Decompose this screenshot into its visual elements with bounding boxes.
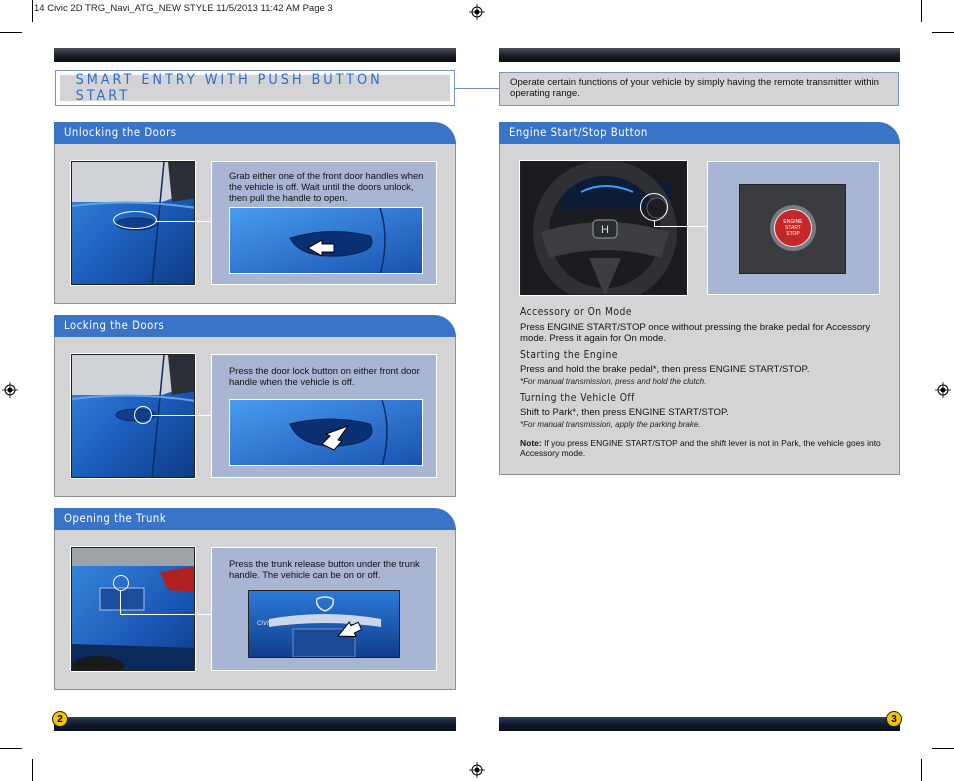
handle-highlight-circle [113,211,157,229]
accessory-text: Press ENGINE START/STOP once without pressing the brake pedal for Accessory mode. Press it again for On mode. [520,322,871,344]
start-button-closeup [739,184,846,274]
locking-info-box [211,354,437,478]
trunk-info-box [211,547,437,671]
turning-off-heading: Turning the Vehicle Off [520,392,635,404]
callout-line [152,415,212,416]
note-text: If you press ENGINE START/STOP and the shift lever is not in Park, the vehicle goes into Accessory mode. [520,438,881,458]
starting-heading: Starting the Engine [520,349,618,361]
lock-button-highlight-circle [134,406,152,424]
engine-tab [499,122,900,144]
callout-line [120,591,121,614]
locking-text: Press the door lock button on either front door handle when the vehicle is off. [229,365,420,387]
crop-mark [0,32,22,33]
header-bar-left [54,48,456,62]
footer-bar-left [54,717,456,731]
dashboard-photo [520,161,687,295]
trunk-text: Press the trunk release button under the trunk handle. The vehicle can be on or off. [229,558,420,580]
callout-line [155,221,212,222]
trunk-button-highlight-circle [113,575,129,591]
button-label-line: STOP [786,231,800,237]
civic-badge: CIVIC [257,621,274,627]
locking-heading: Locking the Doors [64,318,165,332]
crop-mark [921,0,922,22]
button-label-line: START [785,225,801,231]
registration-mark-icon [469,762,485,778]
registration-mark-icon [935,382,951,398]
turning-off-text: Shift to Park*, then press ENGINE START/STOP. [520,407,729,418]
callout-line [654,226,708,227]
registration-mark-icon [469,4,485,20]
footer-bar-right [499,717,900,731]
page-number-left: 2 [52,711,68,727]
trunk-tab [54,508,456,530]
callout-line [120,614,212,615]
header-bar-right [499,48,900,62]
trunk-heading: Opening the Trunk [64,511,167,525]
locking-tab [54,315,456,337]
starting-text: Press and hold the brake pedal*, then press ENGINE START/STOP. [520,364,810,375]
page-number-right: 3 [886,711,902,727]
crop-mark [32,759,33,781]
locking-handle-closeup [229,399,423,466]
intro-text: Operate certain functions of your vehicle by simply having the remote transmitter within operating range. [499,72,899,106]
turning-off-note: *For manual transmission, apply the parking brake. [520,420,701,429]
unlocking-text: Grab either one of the front door handles when the vehicle is off. Wait until the doors unlock, then pull the handle to open. [229,170,424,203]
crop-mark [932,748,954,749]
trunk-photo [71,547,195,671]
note-label: Note: [520,438,542,448]
locking-door-photo [71,354,195,478]
start-button-highlight-circle [640,193,668,221]
title-connector-line [455,88,499,89]
crop-mark [0,748,22,749]
title-background [60,72,450,104]
crop-mark [32,0,33,22]
start-button-box [707,161,880,295]
crop-mark [932,32,954,33]
accessory-heading: Accessory or On Mode [520,306,632,318]
registration-mark-icon [2,382,18,398]
starting-note: *For manual transmission, press and hold the clutch. [520,377,707,386]
title-frame [55,70,455,106]
unlocking-handle-closeup [229,207,423,274]
svg-text:H: H [601,224,609,236]
unlocking-info-box [211,161,437,285]
print-slug: 14 Civic 2D TRG_Navi_ATG_NEW STYLE 11/5/2013 11:42 AM Page 3 [34,3,333,14]
note-paragraph [520,438,885,458]
page-title: SMART ENTRY WITH PUSH BUTTON START [75,72,383,104]
engine-start-stop-button [774,209,812,247]
trunk-closeup [248,590,400,658]
unlocking-heading: Unlocking the Doors [64,125,177,139]
unlocking-tab [54,122,456,144]
crop-mark [921,759,922,781]
button-label-line: ENGINE [783,219,803,225]
engine-heading: Engine Start/Stop Button [509,125,648,139]
